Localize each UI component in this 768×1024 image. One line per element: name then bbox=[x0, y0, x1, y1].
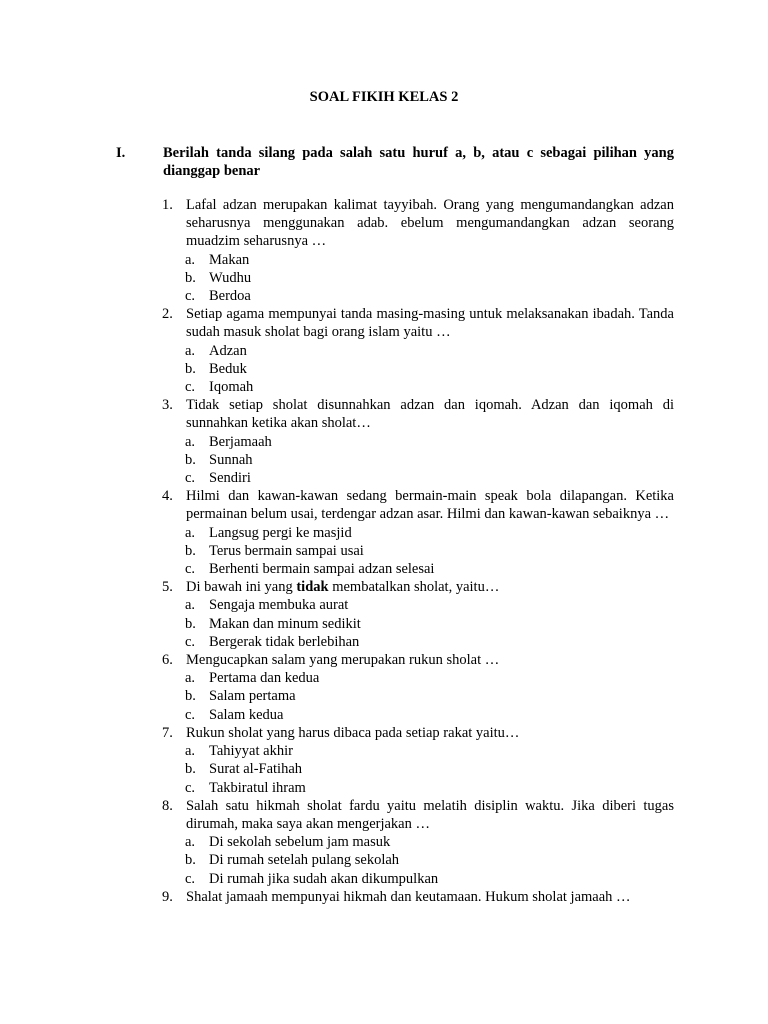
option-text: Sengaja membuka aurat bbox=[209, 597, 349, 614]
option-text: Di rumah jika sudah akan dikumpulkan bbox=[209, 870, 439, 887]
question-number: 4. bbox=[162, 488, 173, 505]
option-text: Salam pertama bbox=[209, 688, 296, 705]
option-letter: a. bbox=[185, 597, 196, 614]
section-number: I. bbox=[116, 145, 126, 161]
answer-option bbox=[0, 615, 768, 633]
question-item bbox=[0, 578, 768, 596]
option-letter: c. bbox=[185, 470, 196, 487]
option-letter: b. bbox=[185, 360, 196, 377]
question-text-part: Di bawah ini yang bbox=[186, 579, 297, 596]
option-text: Takbiratul ihram bbox=[209, 779, 306, 796]
option-text: Makan bbox=[209, 251, 250, 268]
answer-option bbox=[0, 596, 768, 614]
option-letter: b. bbox=[185, 451, 196, 468]
question-text-part: Setiap agama mempunyai tanda masing-masing untuk melaksanakan ibadah. Tanda sudah masuk sholat bagi orang islam yaitu … bbox=[186, 306, 674, 341]
answer-option bbox=[0, 833, 768, 851]
question-number: 9. bbox=[162, 888, 173, 905]
question-number: 8. bbox=[162, 797, 173, 814]
answer-option bbox=[0, 706, 768, 724]
option-text: Tahiyyat akhir bbox=[209, 743, 293, 760]
option-letter: c. bbox=[185, 706, 196, 723]
question-text-part: membatalkan sholat, yaitu… bbox=[328, 579, 500, 596]
option-letter: a. bbox=[185, 670, 196, 687]
answer-option bbox=[0, 251, 768, 269]
question-item bbox=[0, 487, 768, 523]
question-number: 3. bbox=[162, 397, 173, 414]
question-text bbox=[186, 396, 674, 432]
option-letter: b. bbox=[185, 761, 196, 778]
option-text: Berjamaah bbox=[209, 433, 272, 450]
answer-option bbox=[0, 760, 768, 778]
question-text bbox=[186, 888, 674, 906]
question-emphasis: tidak bbox=[296, 579, 329, 596]
page-title: SOAL FIKIH KELAS 2 bbox=[309, 89, 459, 105]
option-text: Berdoa bbox=[209, 288, 251, 305]
question-item bbox=[0, 305, 768, 341]
option-letter: b. bbox=[185, 269, 196, 286]
option-letter: c. bbox=[185, 561, 196, 578]
option-text: Berhenti bermain sampai adzan selesai bbox=[209, 561, 435, 578]
option-text: Iqomah bbox=[209, 379, 254, 396]
option-text: Adzan bbox=[209, 342, 247, 359]
option-letter: a. bbox=[185, 743, 196, 760]
option-letter: c. bbox=[185, 870, 196, 887]
question-text bbox=[186, 724, 674, 742]
answer-option bbox=[0, 851, 768, 869]
option-letter: c. bbox=[185, 779, 196, 796]
option-text: Beduk bbox=[209, 360, 247, 377]
option-letter: b. bbox=[185, 688, 196, 705]
answer-option bbox=[0, 360, 768, 378]
option-letter: b. bbox=[185, 852, 196, 869]
option-letter: a. bbox=[185, 834, 196, 851]
answer-option bbox=[0, 342, 768, 360]
question-item bbox=[0, 888, 768, 906]
answer-option bbox=[0, 560, 768, 578]
option-text: Surat al-Fatihah bbox=[209, 761, 303, 778]
question-item bbox=[0, 396, 768, 432]
option-letter: c. bbox=[185, 633, 196, 650]
answer-option bbox=[0, 451, 768, 469]
answer-option bbox=[0, 378, 768, 396]
question-text bbox=[186, 305, 674, 341]
option-text: Terus bermain sampai usai bbox=[209, 542, 364, 559]
question-number: 6. bbox=[162, 652, 173, 669]
question-item bbox=[0, 651, 768, 669]
question-text-part: Salah satu hikmah sholat fardu yaitu melatih disiplin waktu. Jika diberi tugas dirumah, maka saya akan mengerjakan … bbox=[186, 797, 674, 832]
section-instruction: Berilah tanda silang pada salah satu huruf a, b, atau c sebagai pilihan yang dianggap benar bbox=[163, 145, 674, 179]
question-item bbox=[0, 196, 768, 251]
option-text: Bergerak tidak berlebihan bbox=[209, 633, 360, 650]
question-item bbox=[0, 724, 768, 742]
question-text-part: Mengucapkan salam yang merupakan rukun sholat … bbox=[186, 652, 500, 669]
option-letter: b. bbox=[185, 542, 196, 559]
option-text: Salam kedua bbox=[209, 706, 284, 723]
question-text-part: Hilmi dan kawan-kawan sedang bermain-main speak bola dilapangan. Ketika permainan belum usai, terdengar adzan asar. Hilmi dan kawan-kawan sebaiknya … bbox=[186, 488, 674, 523]
question-text-part: Lafal adzan merupakan kalimat tayyibah. Orang yang mengumandangkan adzan seharusnya menggunakan adab. ebelum mengumandangkan adzan seorang muadzim seharusnya … bbox=[186, 197, 674, 250]
question-text bbox=[186, 651, 674, 669]
option-text: Wudhu bbox=[209, 269, 252, 286]
question-text-part: Shalat jamaah mempunyai hikmah dan keutamaan. Hukum sholat jamaah … bbox=[186, 888, 631, 905]
answer-option bbox=[0, 524, 768, 542]
answer-option bbox=[0, 542, 768, 560]
option-text: Sendiri bbox=[209, 470, 251, 487]
question-text bbox=[186, 487, 674, 523]
option-letter: b. bbox=[185, 615, 196, 632]
option-letter: a. bbox=[185, 433, 196, 450]
answer-option bbox=[0, 870, 768, 888]
answer-option bbox=[0, 779, 768, 797]
option-text: Sunnah bbox=[209, 451, 253, 468]
question-number: 1. bbox=[162, 197, 173, 213]
option-text: Di sekolah sebelum jam masuk bbox=[209, 834, 391, 851]
answer-option bbox=[0, 742, 768, 760]
answer-option bbox=[0, 287, 768, 305]
option-letter: c. bbox=[185, 288, 196, 305]
option-letter: a. bbox=[185, 342, 196, 359]
answer-option bbox=[0, 669, 768, 687]
question-list bbox=[0, 196, 768, 906]
answer-option bbox=[0, 269, 768, 287]
option-text: Pertama dan kedua bbox=[209, 670, 320, 687]
question-number: 5. bbox=[162, 579, 173, 596]
answer-option bbox=[0, 687, 768, 705]
option-text: Di rumah setelah pulang sekolah bbox=[209, 852, 400, 869]
answer-option bbox=[0, 433, 768, 451]
question-text bbox=[186, 797, 674, 833]
question-number: 2. bbox=[162, 306, 173, 323]
option-letter: a. bbox=[185, 251, 196, 268]
answer-option bbox=[0, 469, 768, 487]
question-item bbox=[0, 797, 768, 833]
answer-option bbox=[0, 633, 768, 651]
question-text bbox=[186, 196, 674, 251]
question-text bbox=[186, 578, 674, 596]
option-letter: a. bbox=[185, 524, 196, 541]
question-number: 7. bbox=[162, 724, 173, 741]
option-text: Langsug pergi ke masjid bbox=[209, 524, 352, 541]
question-text-part: Tidak setiap sholat disunnahkan adzan dan iqomah. Adzan dan iqomah di sunnahkan ketika akan sholat… bbox=[186, 397, 674, 432]
question-text-part: Rukun sholat yang harus dibaca pada setiap rakat yaitu… bbox=[186, 724, 520, 741]
option-letter: c. bbox=[185, 379, 196, 396]
option-text: Makan dan minum sedikit bbox=[209, 615, 361, 632]
